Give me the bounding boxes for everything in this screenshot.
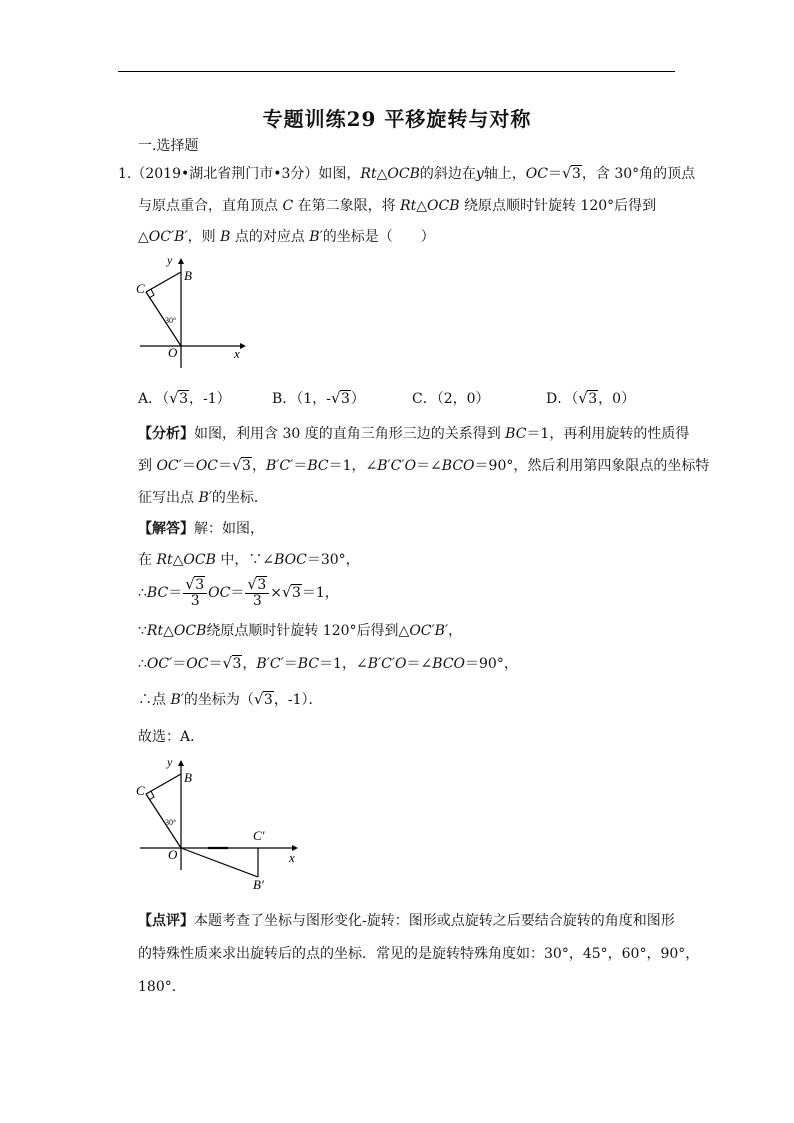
option-c: C．（2，0） <box>412 391 490 407</box>
analysis-line-2: 到 OC′＝OC＝√ 3，B′C′＝BC＝1，∠B′C′O＝∠BCO＝90°，然后利用第四象限点的坐标特 <box>138 456 709 476</box>
question-line-1: 1.（2019•湖北省荆门市•3分）如图，Rt△OCB的斜边在y轴上，OC＝√ 3，含 30°角的顶点 <box>118 164 695 184</box>
header-rule <box>118 71 675 72</box>
figure-2 <box>132 752 312 892</box>
fig2-label-x: x <box>289 850 295 865</box>
sqrt-symbol: √ 3 <box>578 389 598 409</box>
fig1-label-y: y <box>167 253 173 267</box>
solution-line-6: 故选：A． <box>138 729 205 745</box>
sqrt-symbol: √ 3 <box>185 578 205 593</box>
analysis-line-1: 【分析】如图，利用含 30 度的直角三角形三边的关系得到 BC＝1，再利用旋转的性质得 <box>138 426 690 442</box>
comment-tag: 【点评】 <box>138 913 194 929</box>
sqrt-symbol: √ 3 <box>254 690 274 710</box>
comment-line-1: 【点评】本题考查了坐标与图形变化-旋转：图形或点旋转之后要结合旋转的角度和图形 <box>138 913 675 929</box>
fig2-label-b: B <box>184 770 192 785</box>
fig2-label-y: y <box>167 755 173 769</box>
sqrt-symbol: √ 3 <box>562 164 582 184</box>
page-title: 专题训练29 平移旋转与对称 <box>262 107 532 131</box>
sqrt-symbol: √ 3 <box>223 654 243 674</box>
sqrt-symbol: √ 3 <box>247 578 267 593</box>
fig2-label-o: O <box>168 847 178 862</box>
fig2-label-c2: C′ <box>253 828 265 843</box>
fraction: √ $\frac{3}{3}$ <box>245 578 269 609</box>
figure-1 <box>132 250 252 370</box>
sqrt-symbol: √ 3 <box>232 456 252 476</box>
analysis-tag: 【分析】 <box>138 426 194 442</box>
solution-line-0: 【解答】解：如图， <box>138 521 264 537</box>
question-line-3: △OC′B′，则 B 点的对应点 B′的坐标是（ ） <box>138 229 435 245</box>
fig2-label-angle: 30° <box>165 818 177 827</box>
fig1-label-o: O <box>168 345 178 360</box>
comment-line-2: 的特殊性质来求出旋转后的点的坐标．常见的是旋转特殊角度如：30°，45°，60°，90°， <box>138 946 700 962</box>
question-line-2: 与原点重合，直角顶点 C 在第二象限，将 Rt△OCB 绕原点顺时针旋转 120°后得到 <box>138 198 657 214</box>
sqrt-symbol: √ 3 <box>331 389 351 409</box>
fig2-side-ob2 <box>181 848 258 877</box>
fig2-y-arrow <box>178 760 184 766</box>
fig1-label-angle: 30° <box>165 316 177 325</box>
fig1-y-arrow <box>178 258 184 264</box>
sqrt-symbol: √ 3 <box>282 576 302 610</box>
solution-line-4: ∴OC′＝OC＝√ 3，B′C′＝BC＝1，∠B′C′O＝∠BCO＝90°， <box>138 654 518 674</box>
solution-line-5: ∴点 B′的坐标为（√ 3，-1）． <box>138 690 322 710</box>
section-heading: 一.选择题 <box>138 138 199 154</box>
option-b: B．（1，-√ 3） <box>272 389 365 409</box>
solution-line-3: ∵Rt△OCB绕原点顺时针旋转 120°后得到△OC′B′， <box>138 623 463 639</box>
option-d: D．（√ 3，0） <box>546 389 635 409</box>
analysis-line-3: 征写出点 B′的坐标． <box>138 490 268 506</box>
fig2-label-c: C <box>136 783 145 798</box>
fig1-label-c: C <box>136 281 145 296</box>
fig1-label-x: x <box>234 346 240 361</box>
fraction: √ $\frac{3}{3}$ <box>183 578 207 609</box>
fig1-x-arrow <box>240 343 246 349</box>
solution-line-2: ∴BC＝ √ $\frac{3}{3}$ OC＝ √ $\frac{3}{3}$ ×√ 3＝1， <box>138 576 339 610</box>
solution-tag: 【解答】 <box>138 521 194 537</box>
sqrt-symbol: √ 3 <box>169 389 189 409</box>
fig2-label-b2: B′ <box>253 877 264 892</box>
comment-line-3: 180°． <box>138 979 186 995</box>
option-a: A．（√ 3，-1） <box>138 389 231 409</box>
solution-line-1: 在 Rt△OCB 中，∵∠BOC＝30°， <box>138 552 360 568</box>
fig1-label-b: B <box>184 268 192 283</box>
